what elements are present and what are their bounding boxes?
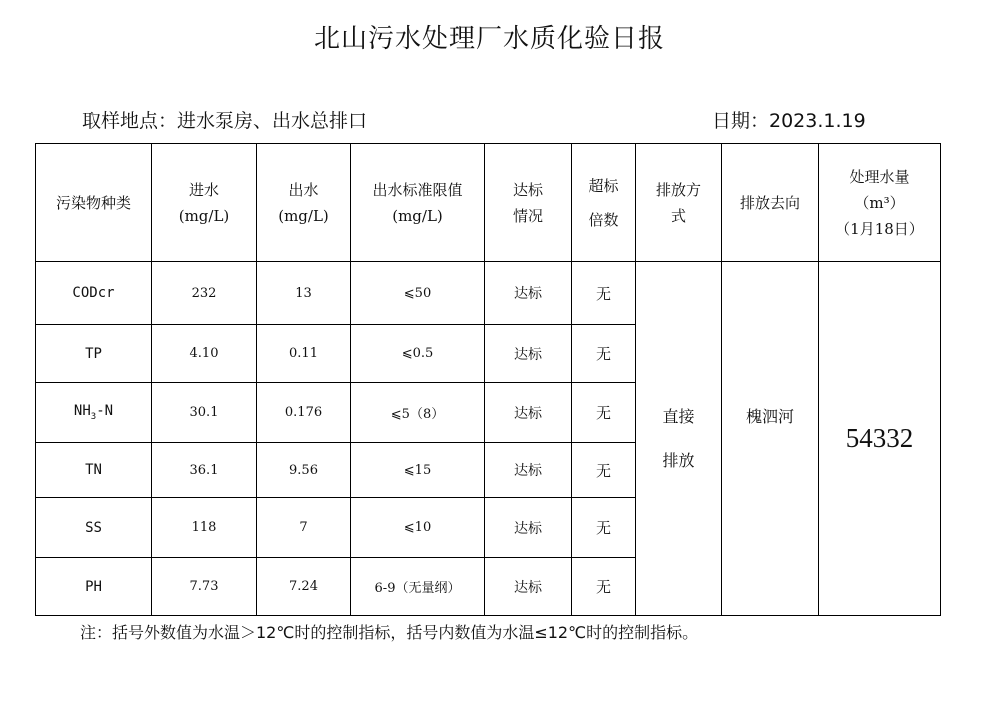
limit-cell: 6-9（无量纲） xyxy=(351,558,485,616)
header-compliance: 达标 情况 xyxy=(485,144,572,262)
limit-cell: ⩽10 xyxy=(351,498,485,558)
exceed-cell: 无 xyxy=(572,558,636,616)
header-destination: 排放去向 xyxy=(722,144,819,262)
header-inflow: 进水 (mg/L) xyxy=(152,144,257,262)
pollutant-cell: TP xyxy=(36,325,152,383)
discharge-method-cell: 直接 排放 xyxy=(636,262,722,616)
outflow-cell: 13 xyxy=(257,262,351,325)
pollutant-cell: CODcr xyxy=(36,262,152,325)
limit-cell: ⩽0.5 xyxy=(351,325,485,383)
pollutant-cell: PH xyxy=(36,558,152,616)
outflow-cell: 7.24 xyxy=(257,558,351,616)
exceed-cell: 无 xyxy=(572,325,636,383)
header-exceed: 超标 倍数 xyxy=(572,144,636,262)
outflow-cell: 9.56 xyxy=(257,443,351,498)
header-volume: 处理水量 （m³） （1月18日） xyxy=(819,144,941,262)
water-quality-table xyxy=(35,143,941,616)
exceed-cell: 无 xyxy=(572,498,636,558)
table-row xyxy=(36,262,941,325)
volume-cell: 54332 xyxy=(819,262,941,616)
inflow-cell: 118 xyxy=(152,498,257,558)
header-discharge-method: 排放方 式 xyxy=(636,144,722,262)
status-cell: 达标 xyxy=(485,498,572,558)
pollutant-cell: SS xyxy=(36,498,152,558)
header-pollutant: 污染物种类 xyxy=(36,144,152,262)
status-cell: 达标 xyxy=(485,443,572,498)
inflow-cell: 36.1 xyxy=(152,443,257,498)
limit-cell: ⩽50 xyxy=(351,262,485,325)
header-limit: 出水标准限值 (mg/L) xyxy=(351,144,485,262)
header-outflow: 出水 (mg/L) xyxy=(257,144,351,262)
inflow-cell: 30.1 xyxy=(152,383,257,443)
report-date: 日期：2023.1.19 xyxy=(712,110,866,132)
outflow-cell: 0.176 xyxy=(257,383,351,443)
exceed-cell: 无 xyxy=(572,443,636,498)
inflow-cell: 232 xyxy=(152,262,257,325)
table-header-row xyxy=(36,144,941,262)
outflow-cell: 7 xyxy=(257,498,351,558)
destination-cell: 槐泗河 xyxy=(722,262,819,616)
status-cell: 达标 xyxy=(485,558,572,616)
sampling-location: 取样地点：进水泵房、出水总排口 xyxy=(82,110,368,132)
limit-cell: ⩽5（8） xyxy=(351,383,485,443)
exceed-cell: 无 xyxy=(572,383,636,443)
limit-cell: ⩽15 xyxy=(351,443,485,498)
inflow-cell: 7.73 xyxy=(152,558,257,616)
status-cell: 达标 xyxy=(485,262,572,325)
outflow-cell: 0.11 xyxy=(257,325,351,383)
exceed-cell: 无 xyxy=(572,262,636,325)
pollutant-cell: TN xyxy=(36,443,152,498)
footnote: 注：括号外数值为水温＞12℃时的控制指标，括号内数值为水温≤12℃时的控制指标。 xyxy=(80,623,699,642)
status-cell: 达标 xyxy=(485,325,572,383)
pollutant-cell: $NH_3-N$ xyxy=(36,383,152,443)
status-cell: 达标 xyxy=(485,383,572,443)
report-title: 北山污水处理厂水质化验日报 xyxy=(313,24,665,54)
inflow-cell: 4.10 xyxy=(152,325,257,383)
